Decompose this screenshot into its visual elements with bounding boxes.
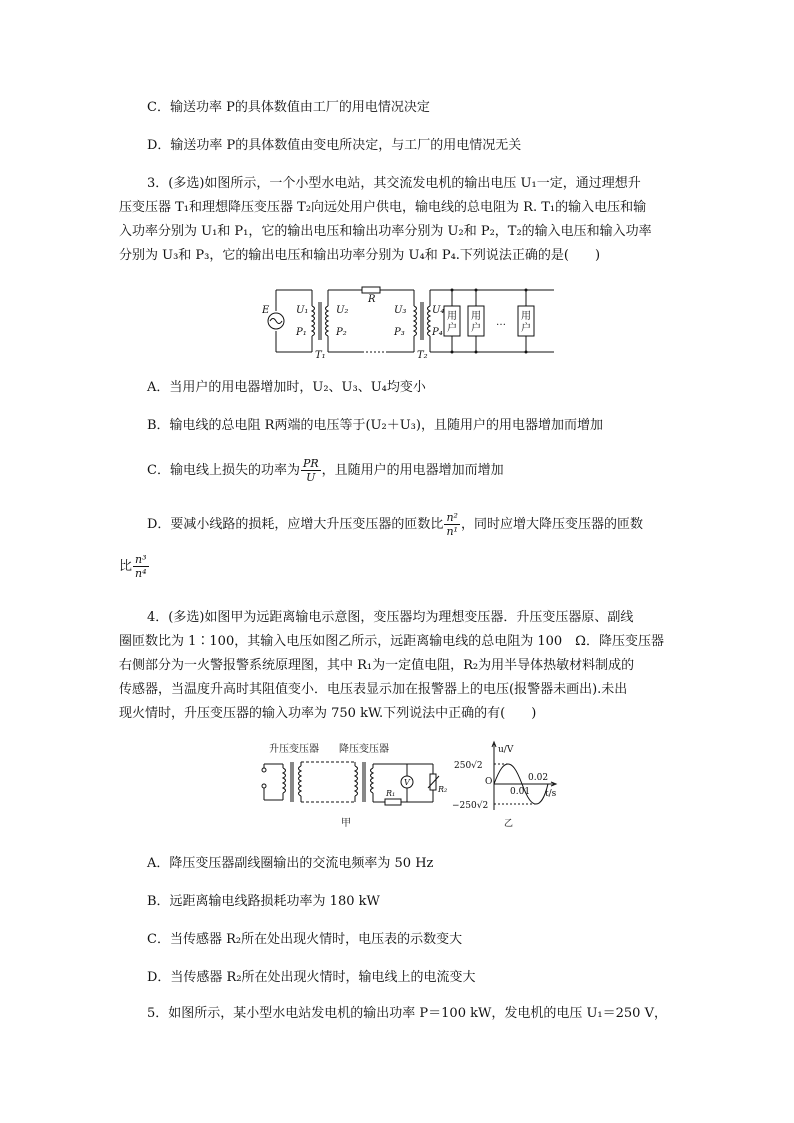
q4-stem-line-1: 4．(多选)如图甲为远距离输电示意图，变压器均为理想变压器．升压变压器原、副线 xyxy=(147,610,634,625)
user-1-a: 用 xyxy=(447,311,457,322)
q3-option-d xyxy=(147,508,643,542)
user-3-b: 户 xyxy=(521,323,531,334)
yi-ymin: −250√2 xyxy=(452,801,489,811)
q3-option-a: A．当用户的用电器增加时，U₂、U₃、U₄均变小 xyxy=(147,380,426,395)
label-step-up: 升压变压器 xyxy=(269,744,319,755)
q3-stem-line-1: 3．(多选)如图所示，一个小型水电站，其交流发电机的输出电压 U₁一定，通过理想升 xyxy=(147,176,641,191)
q3-circuit-diagram xyxy=(262,280,562,360)
label-u2: U₂ xyxy=(336,305,349,316)
user-3-a: 用 xyxy=(521,311,531,322)
q4-stem-line-2: 圈匝数比为 1∶100，其输入电压如图乙所示，远距离输电线的总电阻为 100 Ω．降压变压器 xyxy=(119,634,664,649)
q3-option-d-mid: ，同时应增大降压变压器的匝数 xyxy=(460,517,643,532)
q4-stem-line-3: 右侧部分为一火警报警系统原理图，其中 R₁为一定值电阻，R₂为用半导体热敏材料制成的 xyxy=(119,658,635,673)
fraction-num: PR xyxy=(302,457,319,470)
resistor-r xyxy=(362,287,380,293)
caption-yi: 乙 xyxy=(504,819,514,829)
voltmeter-label: V xyxy=(404,778,410,787)
q4-stem-line-4: 传感器，当温度升高时其阻值变小．电压表显示加在报警器上的电压(报警器未画出).未出 xyxy=(119,682,628,697)
q2-option-c: C．输送功率 P的具体数值由工厂的用电情况决定 xyxy=(147,100,430,115)
q3-option-b: B．输电线的总电阻 R两端的电压等于(U₂＋U₃)，且随用户的用电器增加而增加 xyxy=(147,418,603,433)
q4-option-c: C．当传感器 R₂所在处出现火情时，电压表的示数变大 xyxy=(147,932,463,947)
q4-option-b: B．远距离输电线路损耗功率为 180 kW xyxy=(147,894,380,909)
q4-figure-yi xyxy=(452,740,562,830)
label-r2: R₂ xyxy=(438,785,448,794)
label-u4: U₄ xyxy=(432,305,445,316)
yi-ylabel: u/V xyxy=(498,745,514,755)
resistor-r1 xyxy=(385,799,401,805)
yi-t1: 0.01 xyxy=(510,787,531,797)
q3-option-d-pre2: 比 xyxy=(119,559,133,574)
user-2-a: 用 xyxy=(471,311,481,322)
q3-option-d-cont xyxy=(119,550,150,584)
fraction-n2-over-n1 xyxy=(444,511,460,538)
label-r: R xyxy=(368,294,376,305)
fraction-num: n² xyxy=(446,511,458,524)
q3-option-c-pre: C．输电线上损失的功率为 xyxy=(147,463,300,478)
q3-option-d-pre: D．要减小线路的损耗，应增大升压变压器的匝数比 xyxy=(147,517,444,532)
label-p2: P₂ xyxy=(336,327,347,338)
yi-ymax: 250√2 xyxy=(454,761,483,771)
fraction-num: n³ xyxy=(135,553,147,566)
q4-option-d: D．当传感器 R₂所在处出现火情时，输电线上的电流变大 xyxy=(147,970,476,985)
yi-origin: O xyxy=(485,777,493,787)
label-t2: T₂ xyxy=(417,350,428,360)
label-p1: P₁ xyxy=(296,327,307,338)
fraction-den: U xyxy=(306,471,316,484)
label-p3: P₃ xyxy=(394,327,405,338)
label-t1: T₁ xyxy=(315,350,326,360)
fraction-den: n⁴ xyxy=(135,567,147,580)
user-1-b: 户 xyxy=(447,323,457,334)
q3-stem-line-2: 压变压器 T₁和理想降压变压器 T₂向远处用户供电，输电线的总电阻为 R. T₁的输入电压和输 xyxy=(119,200,647,215)
yi-xlabel: t/s xyxy=(545,789,557,799)
q3-option-c-post: ，且随用户的用电器增加而增加 xyxy=(321,463,504,478)
user-2-b: 户 xyxy=(471,323,481,334)
label-p4: P₄ xyxy=(432,327,443,338)
q3-stem-line-3: 入功率分别为 U₁和 P₁，它的输出电压和输出功率分别为 U₂和 P₂，T₂的输入电压和输入功率 xyxy=(119,224,652,239)
label-u1: U₁ xyxy=(296,305,309,316)
q3-stem-line-4: 分别为 U₃和 P₃，它的输出电压和输出功率分别为 U₄和 P₄.下列说法正确的是( ) xyxy=(119,248,601,263)
q4-stem-line-5: 现火情时，升压变压器的输入功率为 750 kW.下列说法中正确的有( ) xyxy=(119,706,537,721)
label-step-down: 降压变压器 xyxy=(339,744,389,755)
q2-option-d: D．输送功率 P的具体数值由变电所决定，与工厂的用电情况无关 xyxy=(147,138,522,153)
q5-stem-line-1: 5．如图所示，某小型水电站发电机的输出功率 P＝100 kW，发电机的电压 U₁＝250 V， xyxy=(147,1006,667,1021)
ellipsis: … xyxy=(496,317,506,328)
label-u3: U₃ xyxy=(394,305,407,316)
q3-option-c xyxy=(147,454,504,488)
yi-t2: 0.02 xyxy=(528,773,549,783)
fraction-den: n¹ xyxy=(446,525,458,538)
caption-jia: 甲 xyxy=(341,818,351,829)
label-e: E xyxy=(262,305,270,316)
label-r1: R₁ xyxy=(386,789,396,798)
q4-figure-jia xyxy=(255,740,450,830)
q4-option-a: A．降压变压器副线圈输出的交流电频率为 50 Hz xyxy=(147,856,434,871)
fraction-n3-over-n4 xyxy=(133,553,149,580)
fraction-pr-over-u xyxy=(301,457,321,484)
